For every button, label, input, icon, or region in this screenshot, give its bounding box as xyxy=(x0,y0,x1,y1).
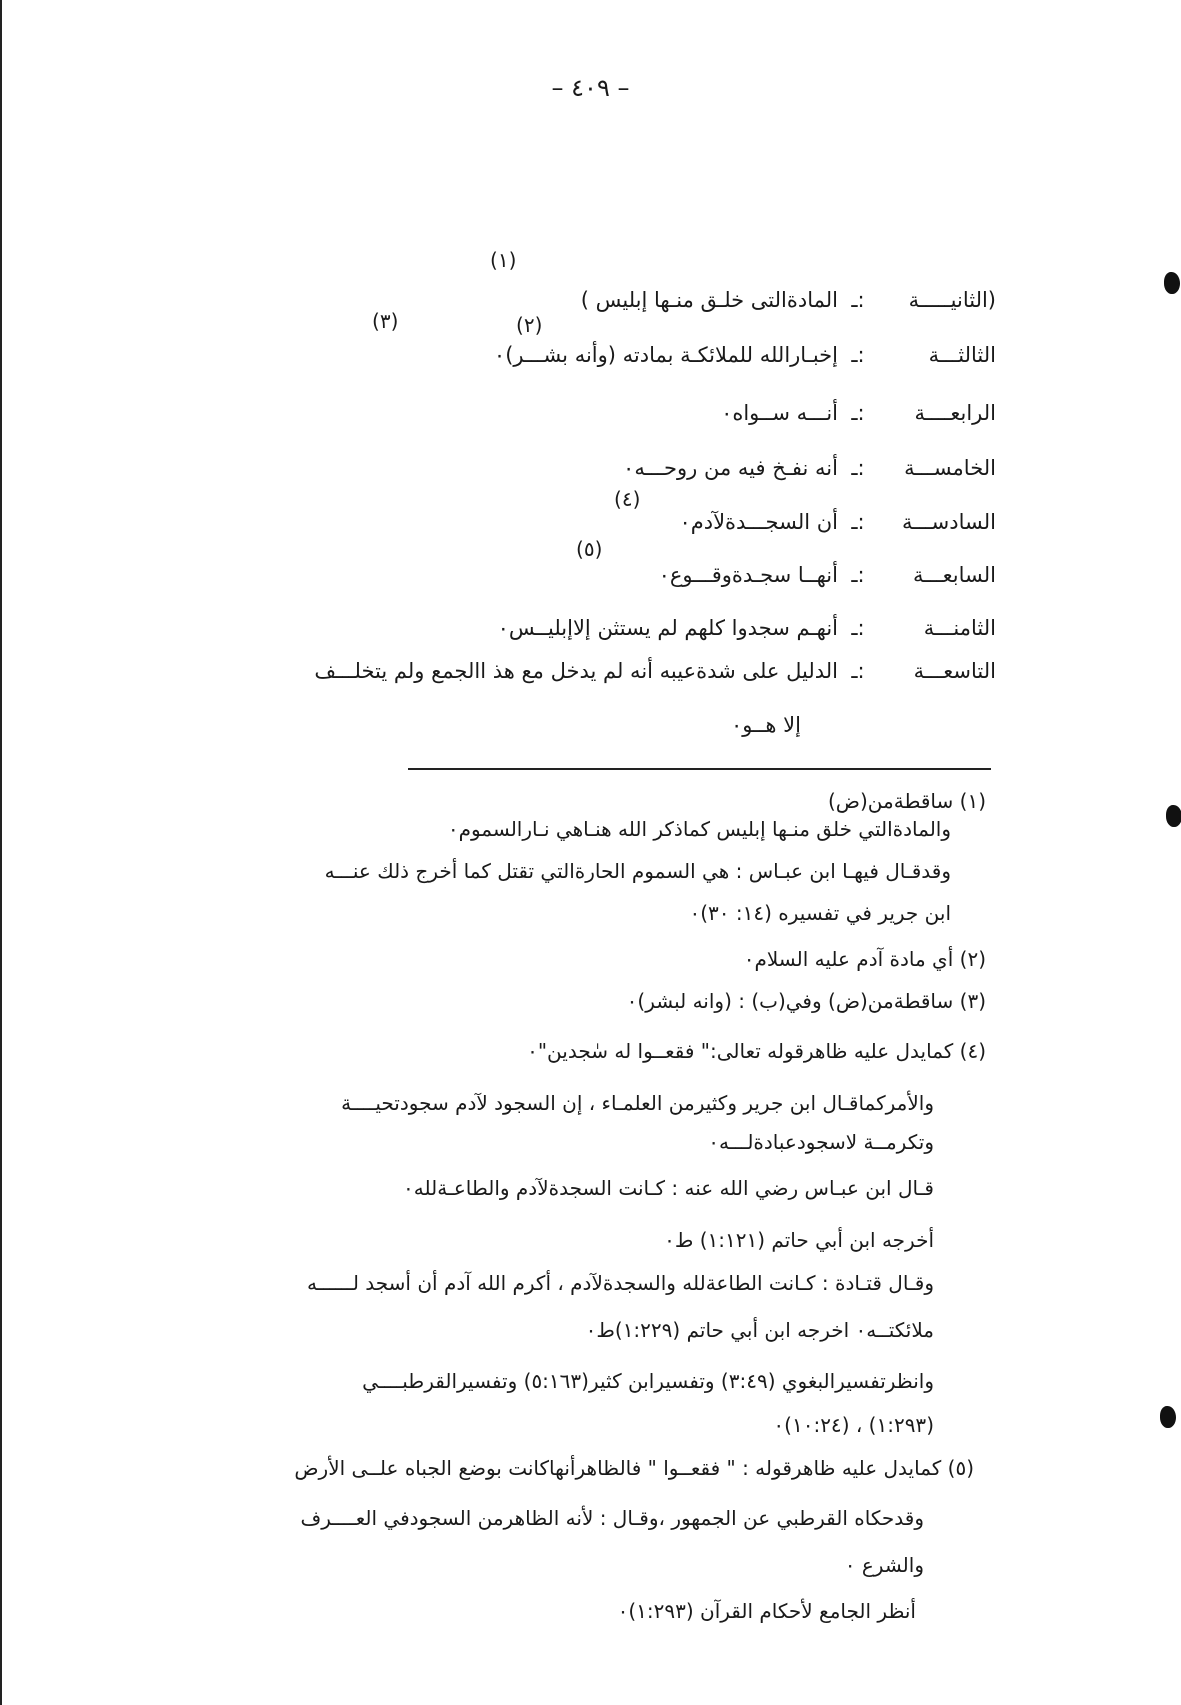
list-item-continuation: إلا هــو٠ xyxy=(731,713,801,737)
list-item: الخامســـة:ـأنه نفـخ فيه من روحـــه٠ xyxy=(623,456,996,480)
footnote-divider xyxy=(408,768,991,770)
footnote-line: وقدقـال فيهـا ابن عبـاس : هي السموم الحارةالتي تقتل كما أخرج ذلك عنـــه xyxy=(324,859,951,883)
footnote-ref-2: (٢) xyxy=(516,313,543,337)
list-item: السادســـة:ـأن السجـــدةلآدم٠ xyxy=(679,510,996,534)
margin-mark xyxy=(1160,1406,1176,1428)
footnote-line: وتكرمــة لاسجودعبادةلـــه٠ xyxy=(708,1130,934,1154)
list-item: السابعـــة:ـأنهــا سجـدةوقـــوع٠ xyxy=(658,563,996,587)
footnote-line: وقـال قتـادة : كـانت الطاعةلله والسجدةلآدم ، أكرم الله آدم أن أسجد لــــــه xyxy=(306,1271,934,1295)
footnote-line: أخرجه ابن أبي حاتم (١:١٢١) ط٠ xyxy=(664,1228,934,1252)
footnote-ref-4: (٤) xyxy=(614,487,641,511)
footnote-line: (١:٢٩٣) ، (١٠:٢٤)٠ xyxy=(773,1413,934,1437)
margin-mark xyxy=(1166,805,1181,827)
footnote-line: ملائكتــه٠ اخرجه ابن أبي حاتم (١:٢٢٩)ط٠ xyxy=(585,1318,934,1342)
list-item: الثالثـــة:ـإخبـارالله للملائكـة بمادته (وأنه بشـــر)٠ xyxy=(493,343,996,367)
margin-mark xyxy=(1164,272,1180,294)
footnote-line: والشرع ٠ xyxy=(844,1553,924,1577)
list-item: الثامنـــة:ـأنهـم سجدوا كلهم لم يستثن إلاإبليــس٠ xyxy=(497,616,996,640)
footnote-line: قـال ابن عبـاس رضي الله عنه : كـانت السجدةلآدم والطاعـةلله٠ xyxy=(403,1176,934,1200)
footnote-line: (٤) كمايدل عليه ظاهرقوله تعالى:" فقعــوا له سٰجدين"٠ xyxy=(527,1039,986,1063)
footnote-line: أنظر الجامع لأحكام القرآن (١:٢٩٣)٠ xyxy=(617,1599,916,1623)
footnote-ref-5: (٥) xyxy=(576,537,603,561)
list-item: التاسعـــة:ـالدليل على شدةعيبه أنه لم يدخل مع هذ االجمع ولم يتخلـــف xyxy=(314,659,996,683)
footnote-line: وقدحكاه القرطبي عن الجمهور ،وقـال : لأنه الظاهرمن السجودفي العــــرف xyxy=(300,1506,924,1530)
footnote-line: وانظرتفسيرالبغوي (٣:٤٩) وتفسيرابن كثير(٥:١٦٣) وتفسيرالقرطبــــي xyxy=(362,1369,934,1393)
footnote-line: ابن جرير في تفسيره (١٤: ٣٠)٠ xyxy=(689,901,951,925)
footnote-line: (١) ساقطةمن(ض) xyxy=(828,789,986,813)
page-edge-line xyxy=(0,0,2,1705)
footnote-line: والمادةالتي خلق منـها إبليس كماذكر الله هنـاهي نـارالسموم٠ xyxy=(447,817,951,841)
footnote-line: (٥) كمايدل عليه ظاهرقوله : " فقعــوا " فالظاهرأنهاكانت بوضع الجباه علــى الأرض xyxy=(294,1456,974,1480)
footnote-line: (٣) ساقطةمن(ض) وفي(ب) : (وانه لبشر)٠ xyxy=(626,989,986,1013)
footnote-ref-1: (١) xyxy=(490,248,517,272)
footnote-line: والأمركماقـال ابن جرير وكثيرمن العلمـاء ، إن السجود لآدم سجودتحيــــة xyxy=(341,1091,934,1115)
list-item: الرابعــــة:ـأنـــه ســواه٠ xyxy=(721,401,996,425)
page-number: – ٤٠٩ – xyxy=(551,74,630,102)
list-item: (الثانيـــــة:ـالمادةالتى خلـق منـها إبليس ) xyxy=(580,288,996,312)
footnote-ref-3: (٣) xyxy=(372,309,399,333)
footnote-line: (٢) أي مادة آدم عليه السلام٠ xyxy=(743,947,986,971)
